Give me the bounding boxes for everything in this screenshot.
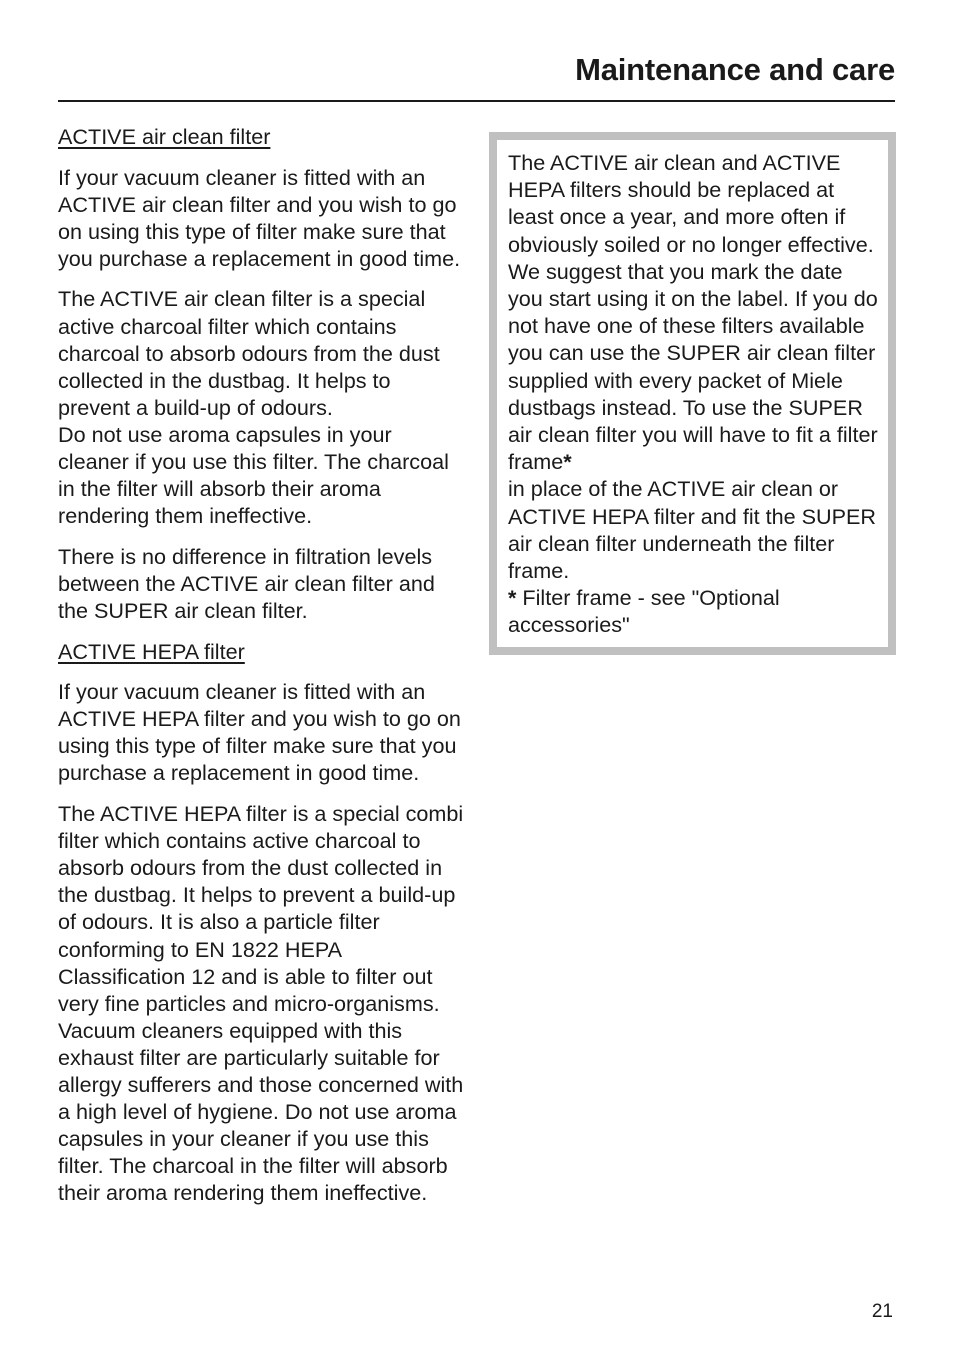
replacement-note-box [489,132,896,655]
active-air-clean-section [58,123,468,624]
note-main-text: The ACTIVE air clean and ACTIVE HEPA filters should be replaced at least once a year, and more often if obviously soiled or no longer effective. We suggest that you mark the date you start using it on the label. If you do not have one of these filters available you can use the SUPER air clean filter supplied with every packet of Miele dustbags instead. To use the SUPER air clean filter you will have to fit a filter frame [508,150,878,475]
active-air-clean-heading: ACTIVE air clean filter [58,124,271,149]
left-column [58,123,468,1220]
title-divider [58,100,895,102]
active-hepa-intro: If your vacuum cleaner is fitted with an ACTIVE HEPA filter and you wish to go on using this type of filter make sure that you purchase a replacement in good time. [58,679,461,786]
footnote-marker: * [508,585,517,611]
active-hepa-section [58,638,468,1207]
replacement-note-text [508,149,883,639]
filtration-levels-note: There is no difference in filtration levels between the ACTIVE air clean filter and the SUPER air clean filter. [58,543,435,623]
note-asterisk: * [563,449,572,475]
footnote-text: Filter frame - see "Optional accessories" [508,585,780,638]
active-air-clean-aroma-warning: Do not use aroma capsules in your cleaner if you use this filter. The charcoal in the filter will absorb their aroma rendering them ineffective. [58,421,449,529]
active-hepa-heading: ACTIVE HEPA filter [58,638,245,664]
active-air-clean-description [58,285,468,529]
page-number: 21 [871,1301,893,1322]
active-air-clean-description-text: The ACTIVE air clean filter is a special active charcoal filter which contains charcoal to absorb odours from the dust collected in the dustbag. It helps to prevent a build-up of odours. [58,286,440,420]
active-air-clean-intro: If your vacuum cleaner is fitted with an ACTIVE air clean filter and you wish to go on using this type of filter make sure that you purchase a replacement in good time. [58,164,461,271]
note-continuation-text: in place of the ACTIVE air clean or ACTIVE HEPA filter and fit the SUPER air clean filter underneath the filter frame. [508,476,877,584]
active-hepa-description: The ACTIVE HEPA filter is a special combi filter which contains active charcoal to absorb odours from the dust collected in the dustbag. It helps to prevent a build-up of odours. It is also a particle filter conforming to EN 1822 HEPA Classification 12 and is able to filter out very fine particles and micro-organisms. Vacuum cleaners equipped with this exhaust filter are particularly suitable for allergy sufferers and those concerned with a high level of hygiene. Do not use aroma capsules in your cleaner if you use this filter. The charcoal in the filter will absorb their aroma rendering them ineffective. [58,801,464,1206]
page-title: Maintenance and care [575,52,895,87]
